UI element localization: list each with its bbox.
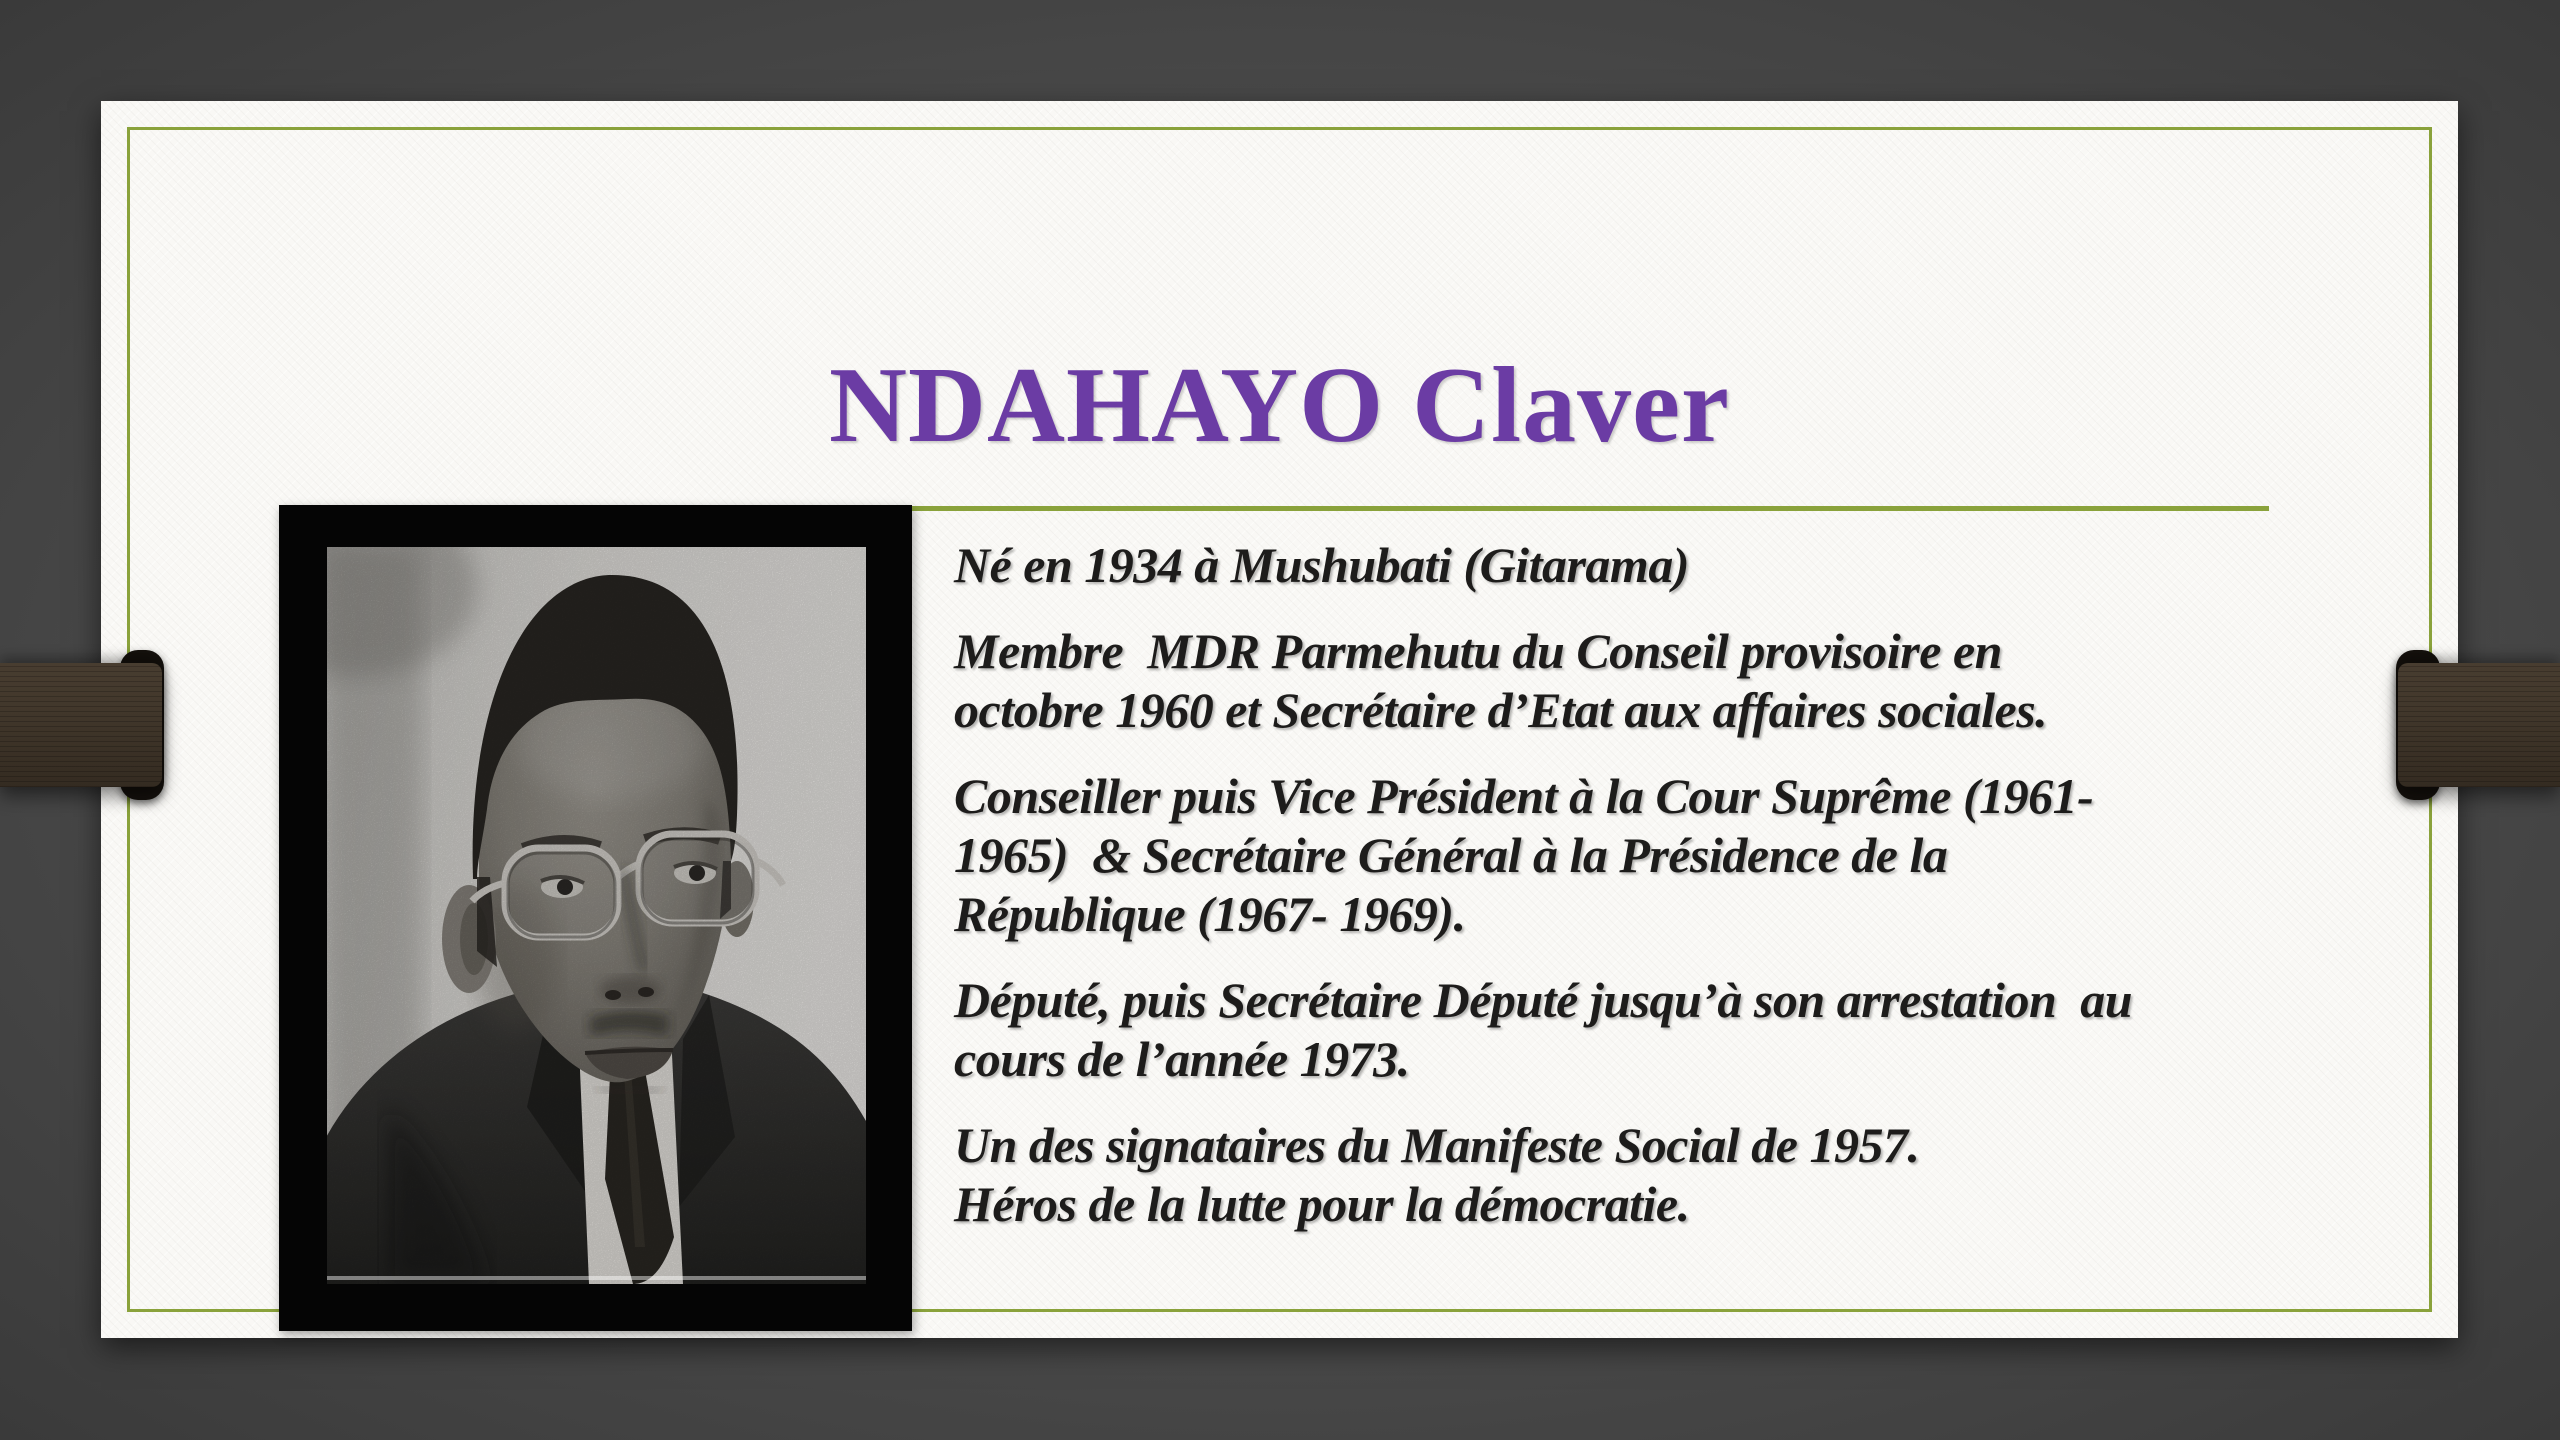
bio-paragraph: Membre MDR Parmehutu du Conseil provisoire en octobre 1960 et Secrétaire d’Etat aux affaires sociales. xyxy=(954,623,2048,738)
title-divider-line xyxy=(901,506,2269,511)
bio-paragraph: Conseiller puis Vice Président à la Cour Suprême (1961- 1965) & Secrétaire Général à la Présidence de la République (1967- 1969). xyxy=(954,768,2094,942)
left-strap-ribbon xyxy=(0,663,162,787)
bio-paragraph: Né en 1934 à Mushubati (Gitarama) xyxy=(954,537,1689,593)
presentation-slide xyxy=(101,101,2458,1338)
right-strap-ribbon xyxy=(2398,663,2560,787)
bio-paragraph: Un des signataires du Manifeste Social de 1957. Héros de la lutte pour la démocratie. xyxy=(954,1117,1920,1232)
slide-title: NDAHAYO Claver xyxy=(829,346,1730,466)
bio-text xyxy=(954,536,2464,1261)
bio-paragraph: Député, puis Secrétaire Député jusqu’à son arrestation au cours de l’année 1973. xyxy=(954,972,2133,1087)
portrait-photo-frame xyxy=(279,505,912,1331)
portrait-photo xyxy=(327,547,866,1284)
